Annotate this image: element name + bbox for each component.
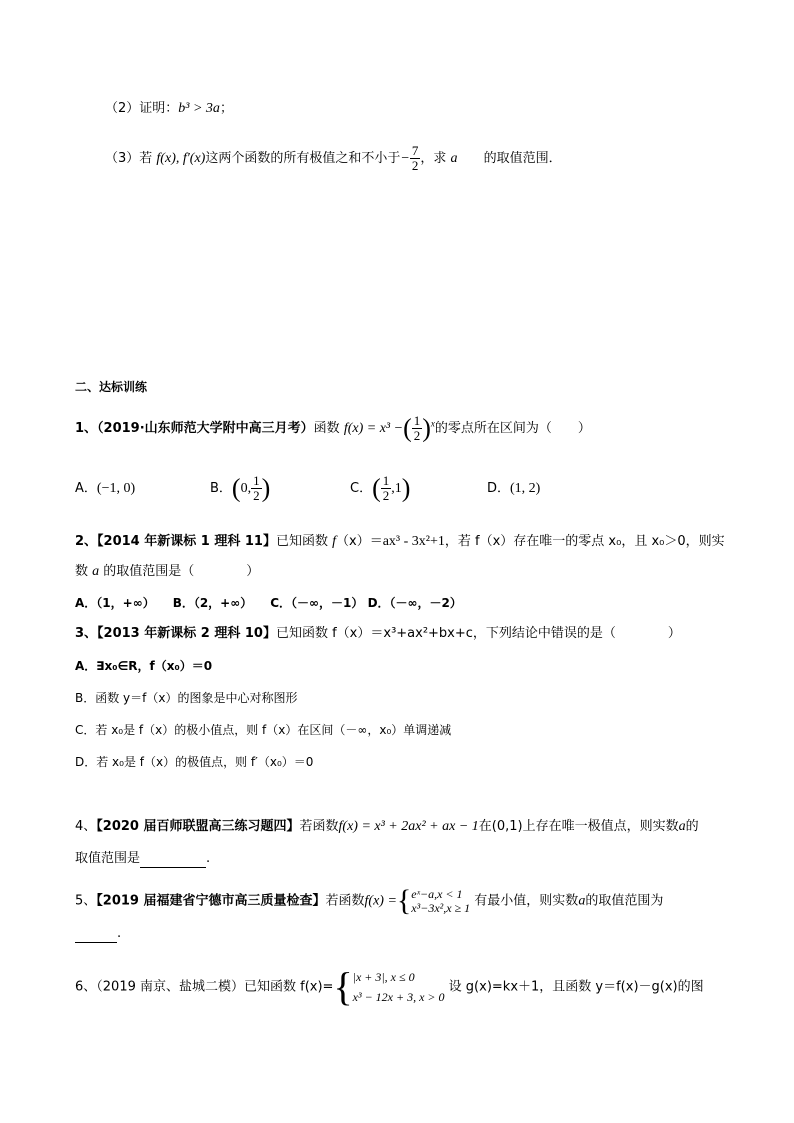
q1-opt-b-label: B． [210, 481, 232, 496]
q2-text4: f（x）存在唯一的零点 x₀，且 x₀＞0，则实 [475, 534, 725, 549]
q1-stem [75, 414, 591, 443]
q5-text1: 若函数 [325, 893, 365, 909]
q4-prefix: 4、 [75, 819, 97, 834]
q5-case2: x³−3x²,x ≥ 1 [411, 901, 471, 915]
q3-text: 已知函数 f（x）＝x³+ax²+bx+c，下列结论中错误的是（ ） [275, 626, 681, 641]
q5-stem [75, 886, 663, 916]
q1-opt-b-num: 1 [253, 473, 260, 488]
q2-text1: 已知函数 [275, 534, 333, 549]
q3-prev-text1: 这两个函数的所有极值之和不小于 [205, 151, 401, 166]
q1-opt-b-lparen: ( [231, 473, 241, 503]
q2-source: 【2014 年新课标 1 理科 11】 [97, 534, 276, 549]
q6-stem [75, 964, 704, 1009]
q6-source: （2019 南京、盐城二模） [96, 979, 244, 995]
q1-opt-a[interactable] [75, 480, 135, 498]
q1-opt-c[interactable] [350, 474, 410, 503]
q5-fx: f(x) = [364, 893, 397, 909]
q3-prev-text2: ，求 [420, 151, 447, 166]
q1-exp: x [430, 418, 435, 429]
q4-text2: 在(0,1)上存在唯一极值点，则实数 [478, 819, 679, 834]
q2-options: A．（1，+∞） B．（2，+∞） C．（－∞，－1） D．（－∞，－2） [75, 596, 462, 610]
q1-text1: 函数 [313, 421, 340, 436]
q1-frac [412, 414, 423, 443]
q2-text2: （x）＝ [336, 534, 383, 549]
q1-opt-c-frac [381, 474, 392, 503]
q3-source: 【2013 年新课标 2 理科 10】 [97, 626, 276, 641]
q6-brace: { [333, 964, 353, 1009]
q3-stem [75, 625, 681, 643]
q5-text3: 的取值范围为 [585, 893, 664, 909]
q2-line2-b: 的取值范围是（ ） [99, 564, 260, 579]
q3-prev-text3: 的取值范围． [483, 151, 562, 166]
q1-den: 2 [413, 428, 421, 443]
q1-num: 1 [413, 413, 421, 428]
q3-opt-d[interactable]: D．若 x₀是 f（x）的极值点，则 f′（x₀）＝0 [75, 755, 314, 769]
q1-opt-b-frac [251, 474, 262, 503]
q1-opt-d-label: D． [487, 481, 511, 496]
q3-prev-frac [410, 144, 421, 173]
q6-text1: 已知函数 f(x)= [244, 979, 334, 995]
q3-opt-c[interactable]: C．若 x₀是 f（x）的极小值点，则 f（x）在区间（－∞，x₀）单调递减 [75, 723, 452, 737]
q4-line2-text: 取值范围是 [75, 851, 141, 866]
q2-text3: ，若 [444, 534, 476, 549]
q1-opt-c-post: ,1 [391, 481, 402, 496]
q2-prefix: 2、 [75, 534, 98, 549]
q4-answer-blank[interactable] [140, 853, 206, 868]
q1-opt-c-label: C． [350, 481, 373, 496]
q1-rparen: ) [422, 413, 431, 443]
q6-prefix: 6、 [75, 979, 97, 995]
q5-answer-blank[interactable] [75, 928, 117, 943]
q4-text1: 若函数 [299, 819, 339, 834]
q3-opt-a[interactable]: A．∃x₀∈R，f（x₀）＝0 [75, 659, 213, 673]
q4-stem [75, 818, 699, 836]
q2-prev-line [105, 100, 233, 118]
q4-source: 【2020 届百师联盟高三练习题四】 [96, 819, 300, 834]
q6-case1: |x + 3|, x ≤ 0 [352, 970, 415, 984]
q1-opt-c-lparen: ( [372, 473, 381, 503]
q1-opt-d[interactable] [487, 480, 540, 498]
q5-prefix: 5、 [75, 893, 97, 909]
q2-expr: ax³ - 3x²+1 [382, 534, 445, 549]
q1-prefix: 1、 [75, 421, 98, 436]
q4-line2-end: . [206, 851, 211, 866]
q5-cases [411, 887, 470, 915]
q5-source: 【2019 届福建省宁德市高三质量检查】 [96, 893, 326, 909]
q3-prev-a: a [450, 151, 458, 166]
q3-opt-b[interactable]: B．函数 y＝f（x）的图象是中心对称图形 [75, 691, 298, 705]
q2-line2-a: 数 [75, 564, 93, 579]
q2-prev-expr: b³ > 3a [178, 101, 220, 116]
q2-stem [75, 533, 725, 551]
section-title: 二、达标训练 [75, 380, 148, 394]
q1-opt-c-rparen: ) [401, 473, 411, 503]
q2-f: f [332, 534, 336, 549]
q3-prev-funcs: f(x), f′(x) [156, 151, 206, 166]
q2-prev-label: （2）证明： [105, 101, 179, 116]
q1-opt-b-den: 2 [253, 488, 260, 503]
q1-func: f(x) = x³ − [343, 421, 404, 436]
q4-var: a [678, 819, 686, 834]
q1-text2: 的零点所在区间为（ ） [434, 421, 591, 436]
q5-brace: { [396, 884, 412, 917]
q6-case2: x³ − 12x + 3, x > 0 [352, 990, 445, 1004]
q3-prev-minus: − [400, 151, 410, 166]
q4-expr: f(x) = x³ + 2ax² + ax − 1 [338, 819, 479, 834]
q6-text2: 设 g(x)=kx＋1，且函数 y＝f(x)－g(x)的图 [448, 979, 704, 995]
q5-text2: 有最小值，则实数 [474, 893, 579, 909]
q2-prev-end: ； [219, 101, 233, 116]
q5-var: a [578, 893, 586, 909]
q1-opt-a-value: (−1, 0) [96, 481, 136, 496]
q4-text3: 的 [685, 819, 699, 834]
q1-opt-d-value: (1, 2) [510, 481, 541, 496]
q5-case1: eˣ−a,x < 1 [411, 887, 463, 901]
q1-opt-a-label: A． [75, 481, 97, 496]
q1-opt-b-rparen: ) [261, 473, 271, 503]
q2-stem-line2 [75, 563, 259, 581]
q4-line2 [75, 850, 210, 868]
q1-source: （2019·山东师范大学附中高三月考） [97, 421, 314, 436]
q5-line2-end: . [117, 926, 122, 941]
q1-opt-b-pre: 0, [240, 481, 252, 496]
q3-prefix: 3、 [75, 626, 98, 641]
q1-opt-c-num: 1 [382, 473, 390, 488]
q3-prev-num: 7 [411, 143, 419, 158]
q3-prev-den: 2 [411, 158, 419, 173]
q3-prev-line [105, 144, 562, 173]
q5-line2 [75, 925, 121, 943]
q1-opt-c-den: 2 [382, 488, 390, 503]
q3-prev-label: （3）若 [105, 151, 153, 166]
q2-line2-var: a [92, 564, 100, 579]
q1-lparen: ( [403, 413, 412, 443]
q6-cases [353, 967, 445, 1007]
q1-opt-b[interactable] [210, 474, 270, 503]
